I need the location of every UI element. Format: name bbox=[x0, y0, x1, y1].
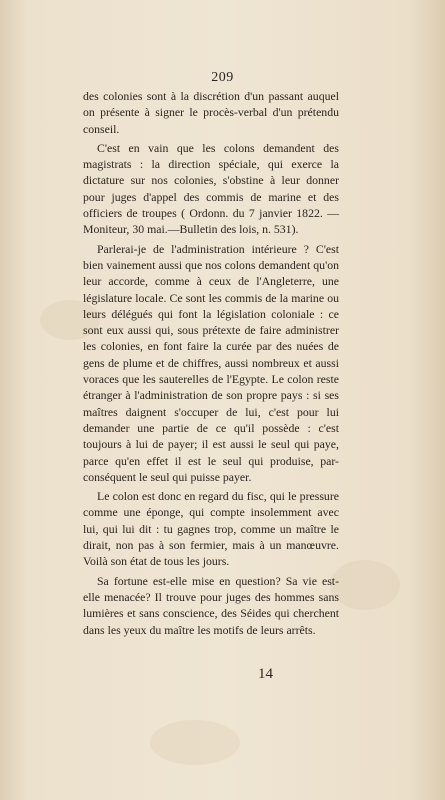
page-number: 209 bbox=[211, 70, 234, 85]
signature-mark: 14 bbox=[258, 666, 273, 682]
paragraph: Sa fortune est-elle mise en question? Sa vie est-elle menacée? Il trouve pour juges des hommes sans lumières et sans conscience, des Séides qui cherchent dans les yeux du maître les motifs de leurs arrêts. bbox=[83, 573, 339, 637]
paper-stain bbox=[330, 560, 400, 610]
paragraph: C'est en vain que les colons demandent des magistrats : la direction spéciale, qui exerce la dictature sur nos colonies, s'obstine à leur donner pour juges d'appel des commis de marine et des officiers de troupes ( Ordonn. du 7 janvier 1822. —Moniteur, 30 mai.—Bulletin des lois, n. 531). bbox=[83, 140, 339, 237]
paragraph: Parlerai-je de l'administration intérieure ? C'est bien vainement aussi que nos colons demandent qu'on leur accorde, comme à ceux de l'Angleterre, une législature locale. Ce sont les commis de la marine ou leurs délégués qui font la législation coloniale : ce sont eux aussi qui, sous prétexte de faire administrer les colonies, en font faire la curée par des nuées de gens de plume et de chiffres, aussi nombreux et aussi voraces que les sauterelles de l'Egypte. Le colon reste étranger à l'administration de son propre pays : si ses maîtres daignent s'occuper de lui, c'est pour lui demander une partie de ce qu'il possède : c'est toujours à lui de payer; il est aussi le seul qui paye, parce qu'en effet il est le seul qui produise, par-conséquent le seul qui puisse payer. bbox=[83, 241, 339, 484]
body-text bbox=[83, 88, 339, 638]
paper-stain bbox=[150, 720, 240, 765]
paragraph: des colonies sont à la discrétion d'un passant auquel on présente à signer le procès-verbal d'un prétendu conseil. bbox=[83, 89, 339, 136]
paragraph: Le colon est donc en regard du fisc, qui le pressure comme une éponge, qui compte insolemment avec lui, qui lui dit : tu gagnes trop, comme un maître le dirait, non pas à son fermier, mais à un manœuvre. Voilà son état de tous les jours. bbox=[83, 489, 339, 569]
